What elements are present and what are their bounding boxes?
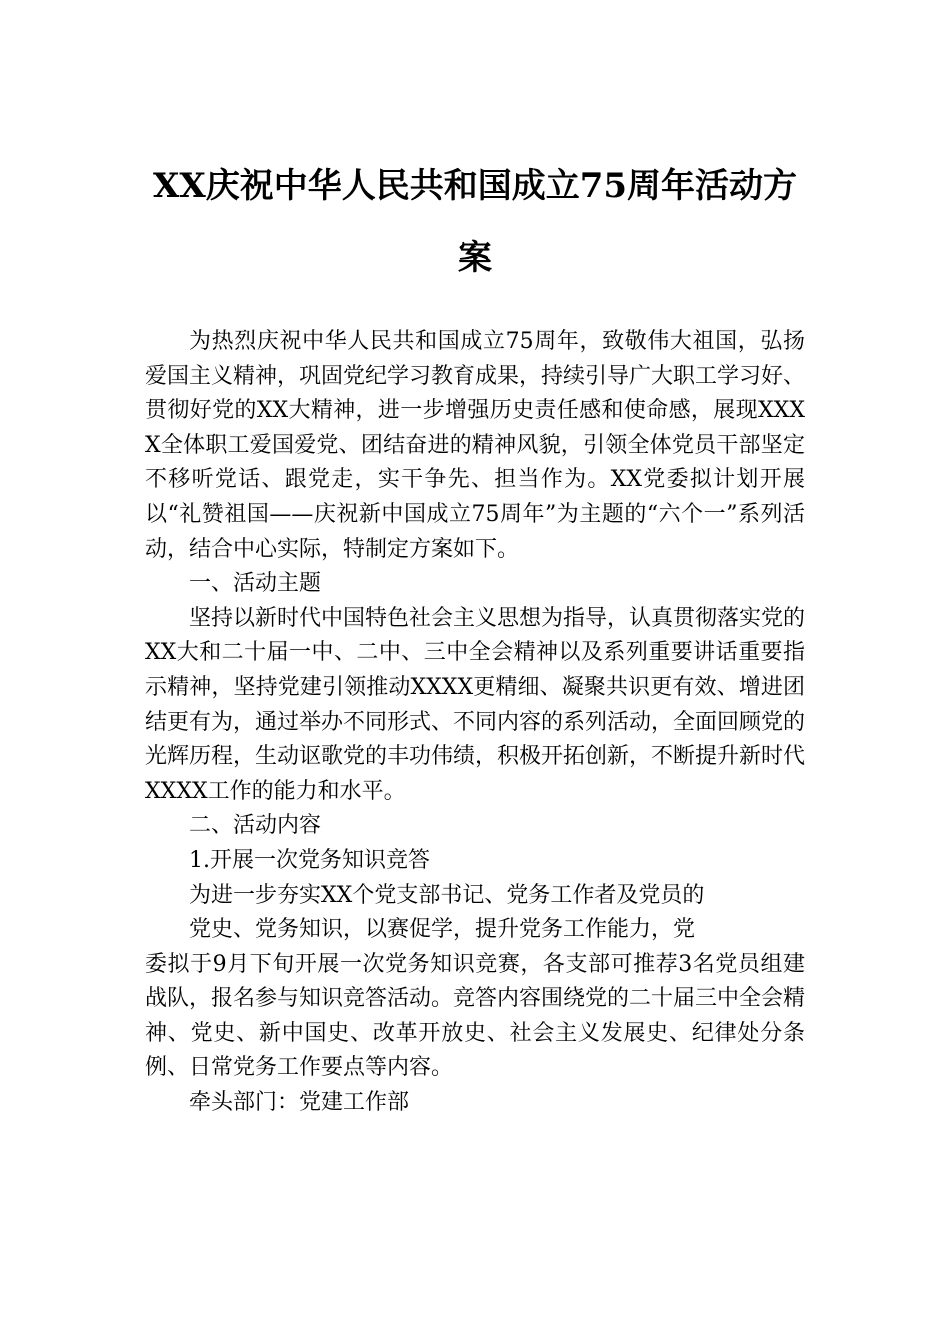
quiz-paragraph-body: 委拟于9月下旬开展一次党务知识竞赛，各支部可推荐3名党员组建战队，报名参与知识竞答活动。竞答内容围绕党的二十届三中全会精神、党史、新中国史、改革开放史、社会主义发展史、纪律处分条例、日常党务工作要点等内容。 bbox=[145, 951, 806, 1081]
quiz-paragraph-line-2: 党史、党务知识，以赛促学，提升党务工作能力，党 bbox=[189, 917, 696, 943]
document-title: XX庆祝中华人民共和国成立75周年活动方案 bbox=[152, 166, 798, 278]
lead-department: 牵头部门：党建工作部 bbox=[189, 1090, 410, 1116]
theme-paragraph: 坚持以新时代中国特色社会主义思想为指导，认真贯彻落实党的XX大和二十届一中、二中、三中全会精神以及系列重要讲话重要指示精神，坚持党建引领推动XXXX更精细、凝聚共识更有效、增进团结更有为，通过举办不同形式、不同内容的系列活动，全面回顾党的光辉历程，生动讴歌党的丰功伟绩，积极开拓创新，不断提升新时代XXXX工作的能力和水平。 bbox=[145, 605, 806, 804]
intro-paragraph: 为热烈庆祝中华人民共和国成立75周年，致敬伟大祖国，弘扬爱国主义精神，巩固党纪学习教育成果，持续引导广大职工学习好、贯彻好党的XX大精神，进一步增强历史责任感和使命感，展现XXXX全体职工爱国爱党、团结奋进的精神风貌，引领全体党员干部坚定不移听党话、跟党走，实干争先、担当作为。XX党委拟计划开展以“礼赞祖国——庆祝新中国成立75周年”为主题的“六个一”系列活动，结合中心实际，特制定方案如下。 bbox=[145, 329, 806, 562]
item-heading-quiz: 1.开展一次党务知识竞答 bbox=[189, 847, 430, 873]
section-heading-theme: 一、活动主题 bbox=[189, 571, 322, 597]
section-heading-content: 二、活动内容 bbox=[189, 813, 322, 839]
quiz-paragraph-line-1: 为进一步夯实XX个党支部书记、党务工作者及党员的 bbox=[189, 882, 705, 908]
document-body bbox=[145, 325, 805, 1121]
